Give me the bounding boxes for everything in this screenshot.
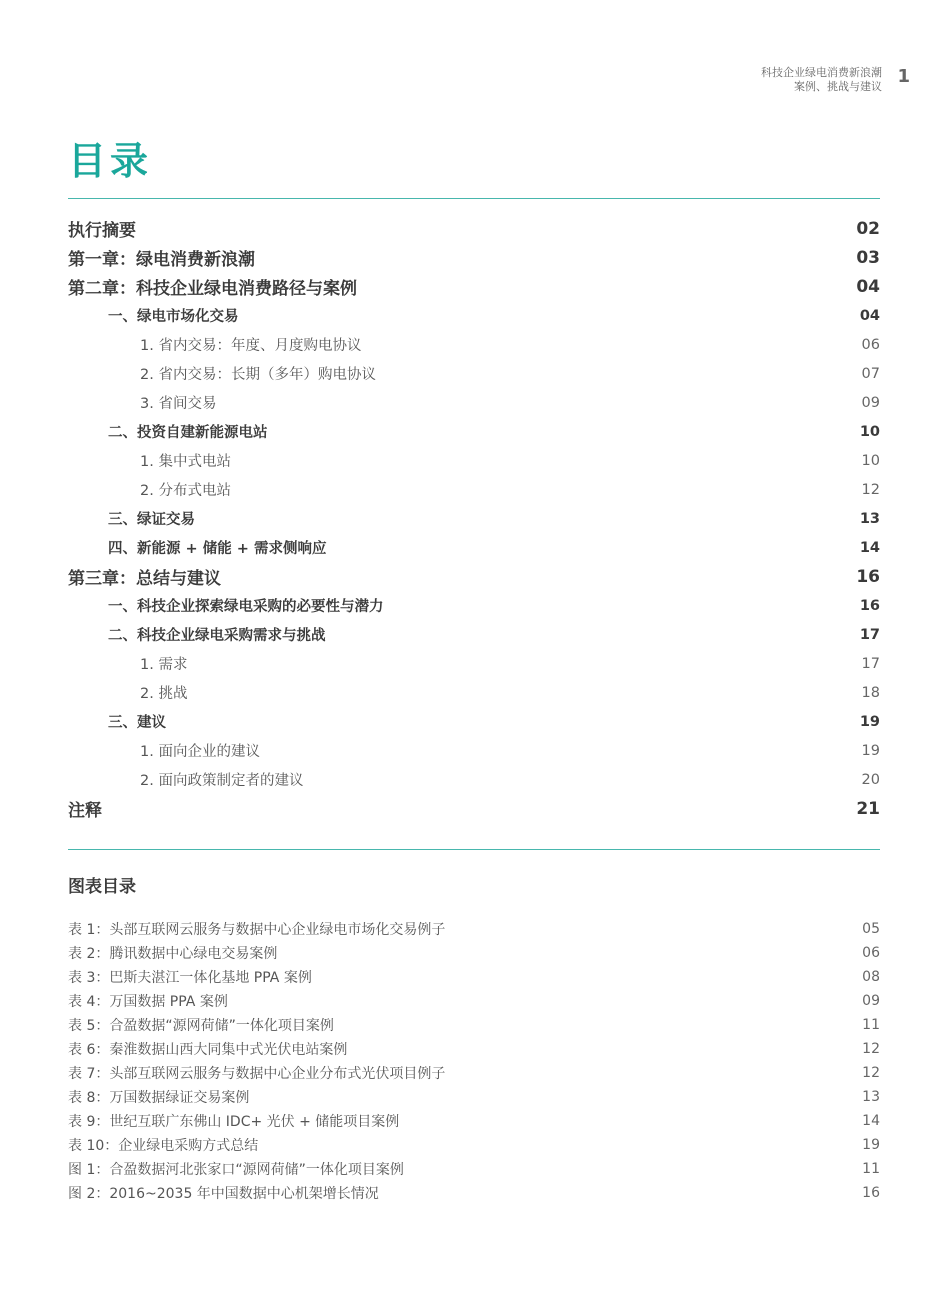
figure-entry-page: 14 — [862, 1113, 880, 1129]
toc-entry-page: 04 — [859, 307, 880, 324]
figures-list — [68, 917, 880, 1205]
figure-entry[interactable] — [68, 989, 880, 1013]
toc-entry[interactable] — [68, 533, 880, 562]
figure-entry[interactable] — [68, 1037, 880, 1061]
toc-entry-page: 07 — [861, 365, 880, 382]
figure-entry-label: 表 9：世纪互联广东佛山 IDC+ 光伏 + 储能项目案例 — [68, 1114, 400, 1130]
toc-entry-label: 执行摘要 — [68, 221, 136, 241]
figure-entry-label: 表 10：企业绿电采购方式总结 — [68, 1138, 259, 1154]
figure-entry-page: 19 — [862, 1137, 880, 1153]
toc-entry-label: 2. 面向政策制定者的建议 — [140, 773, 304, 789]
figures-title: 图表目录 — [68, 877, 136, 897]
toc-entry-label: 二、科技企业绿电采购需求与挑战 — [108, 628, 326, 644]
table-of-contents — [68, 214, 880, 823]
toc-entry[interactable] — [68, 736, 880, 765]
section-divider — [68, 849, 880, 850]
toc-entry[interactable] — [68, 504, 880, 533]
figure-entry-label: 表 7：头部互联网云服务与数据中心企业分布式光伏项目例子 — [68, 1066, 446, 1082]
figure-entry-label: 表 4：万国数据 PPA 案例 — [68, 994, 228, 1010]
figure-entry-page: 13 — [862, 1089, 880, 1105]
toc-entry-label: 1. 面向企业的建议 — [140, 744, 260, 760]
figure-entry-page: 12 — [862, 1065, 880, 1081]
running-header-line2: 案例、挑战与建议 — [794, 80, 882, 93]
figure-entry-label: 表 5：合盈数据“源网荷储”一体化项目案例 — [68, 1018, 334, 1034]
toc-entry-label: 1. 省内交易：年度、月度购电协议 — [140, 338, 362, 354]
toc-entry-page: 09 — [861, 394, 880, 411]
figure-entry[interactable] — [68, 1157, 880, 1181]
page-title: 目录 — [68, 139, 153, 183]
toc-entry-page: 16 — [859, 597, 880, 614]
toc-entry-page: 03 — [856, 247, 880, 268]
toc-entry-page: 04 — [856, 276, 880, 297]
toc-entry[interactable] — [68, 707, 880, 736]
running-header-line1: 科技企业绿电消费新浪潮 — [761, 66, 882, 79]
toc-entry[interactable] — [68, 475, 880, 504]
figure-entry-label: 表 6：秦淮数据山西大同集中式光伏电站案例 — [68, 1042, 348, 1058]
figure-entry[interactable] — [68, 1109, 880, 1133]
toc-entry-page: 16 — [856, 566, 880, 587]
toc-entry-page: 10 — [859, 423, 880, 440]
toc-entry-page: 10 — [861, 452, 880, 469]
page-number: 1 — [897, 66, 910, 87]
toc-entry-page: 19 — [859, 713, 880, 730]
figure-entry-label: 表 8：万国数据绿证交易案例 — [68, 1090, 250, 1106]
toc-entry-page: 12 — [861, 481, 880, 498]
toc-entry-page: 21 — [856, 798, 880, 819]
figure-entry-label: 表 3：巴斯夫湛江一体化基地 PPA 案例 — [68, 970, 312, 986]
figure-entry[interactable] — [68, 1181, 880, 1205]
toc-entry-page: 19 — [861, 742, 880, 759]
toc-entry[interactable] — [68, 330, 880, 359]
toc-entry-label: 第一章：绿电消费新浪潮 — [68, 250, 255, 270]
toc-entry-label: 注释 — [68, 801, 102, 821]
toc-entry-label: 1. 需求 — [140, 657, 188, 673]
figure-entry-page: 11 — [862, 1161, 880, 1177]
toc-entry[interactable] — [68, 562, 880, 591]
toc-entry[interactable] — [68, 620, 880, 649]
figure-entry-page: 09 — [862, 993, 880, 1009]
figure-entry-label: 表 1：头部互联网云服务与数据中心企业绿电市场化交易例子 — [68, 922, 446, 938]
toc-entry-label: 四、新能源 + 储能 + 需求侧响应 — [108, 541, 327, 557]
toc-entry[interactable] — [68, 446, 880, 475]
toc-entry-page: 17 — [859, 626, 880, 643]
figure-entry[interactable] — [68, 1085, 880, 1109]
figure-entry-label: 图 1：合盈数据河北张家口“源网荷储”一体化项目案例 — [68, 1162, 404, 1178]
toc-entry[interactable] — [68, 765, 880, 794]
toc-entry[interactable] — [68, 649, 880, 678]
figure-entry-page: 08 — [862, 969, 880, 985]
toc-entry-label: 2. 分布式电站 — [140, 483, 231, 499]
figure-entry[interactable] — [68, 941, 880, 965]
toc-entry-label: 一、绿电市场化交易 — [108, 309, 239, 325]
figure-entry-page: 06 — [862, 945, 880, 961]
figure-entry[interactable] — [68, 1013, 880, 1037]
toc-entry-label: 第三章：总结与建议 — [68, 569, 221, 589]
figure-entry[interactable] — [68, 965, 880, 989]
running-header — [761, 66, 882, 94]
toc-entry-page: 18 — [861, 684, 880, 701]
figure-entry-page: 05 — [862, 921, 880, 937]
figure-entry[interactable] — [68, 1133, 880, 1157]
toc-entry[interactable] — [68, 301, 880, 330]
toc-entry-page: 14 — [859, 539, 880, 556]
toc-entry-label: 二、投资自建新能源电站 — [108, 425, 268, 441]
toc-entry[interactable] — [68, 272, 880, 301]
toc-entry-label: 2. 省内交易：长期（多年）购电协议 — [140, 367, 376, 383]
title-divider — [68, 198, 880, 199]
figure-entry[interactable] — [68, 917, 880, 941]
toc-entry[interactable] — [68, 591, 880, 620]
toc-entry[interactable] — [68, 388, 880, 417]
toc-entry[interactable] — [68, 214, 880, 243]
toc-entry-label: 2. 挑战 — [140, 686, 188, 702]
toc-entry-label: 第二章：科技企业绿电消费路径与案例 — [68, 279, 357, 299]
toc-entry[interactable] — [68, 417, 880, 446]
figure-entry-page: 11 — [862, 1017, 880, 1033]
toc-entry[interactable] — [68, 243, 880, 272]
toc-entry-page: 02 — [856, 218, 880, 239]
toc-entry-page: 17 — [861, 655, 880, 672]
toc-entry[interactable] — [68, 678, 880, 707]
toc-entry-label: 三、绿证交易 — [108, 512, 195, 528]
toc-entry[interactable] — [68, 359, 880, 388]
figure-entry-label: 图 2：2016~2035 年中国数据中心机架增长情况 — [68, 1186, 379, 1202]
toc-entry-page: 13 — [859, 510, 880, 527]
figure-entry-label: 表 2：腾讯数据中心绿电交易案例 — [68, 946, 278, 962]
toc-entry-label: 1. 集中式电站 — [140, 454, 231, 470]
figure-entry-page: 16 — [862, 1185, 880, 1201]
toc-entry-label: 三、建议 — [108, 715, 166, 731]
toc-entry-page: 20 — [861, 771, 880, 788]
figure-entry-page: 12 — [862, 1041, 880, 1057]
toc-entry-page: 06 — [861, 336, 880, 353]
toc-entry[interactable] — [68, 794, 880, 823]
toc-entry-label: 3. 省间交易 — [140, 396, 217, 412]
figure-entry[interactable] — [68, 1061, 880, 1085]
toc-entry-label: 一、科技企业探索绿电采购的必要性与潜力 — [108, 599, 384, 615]
